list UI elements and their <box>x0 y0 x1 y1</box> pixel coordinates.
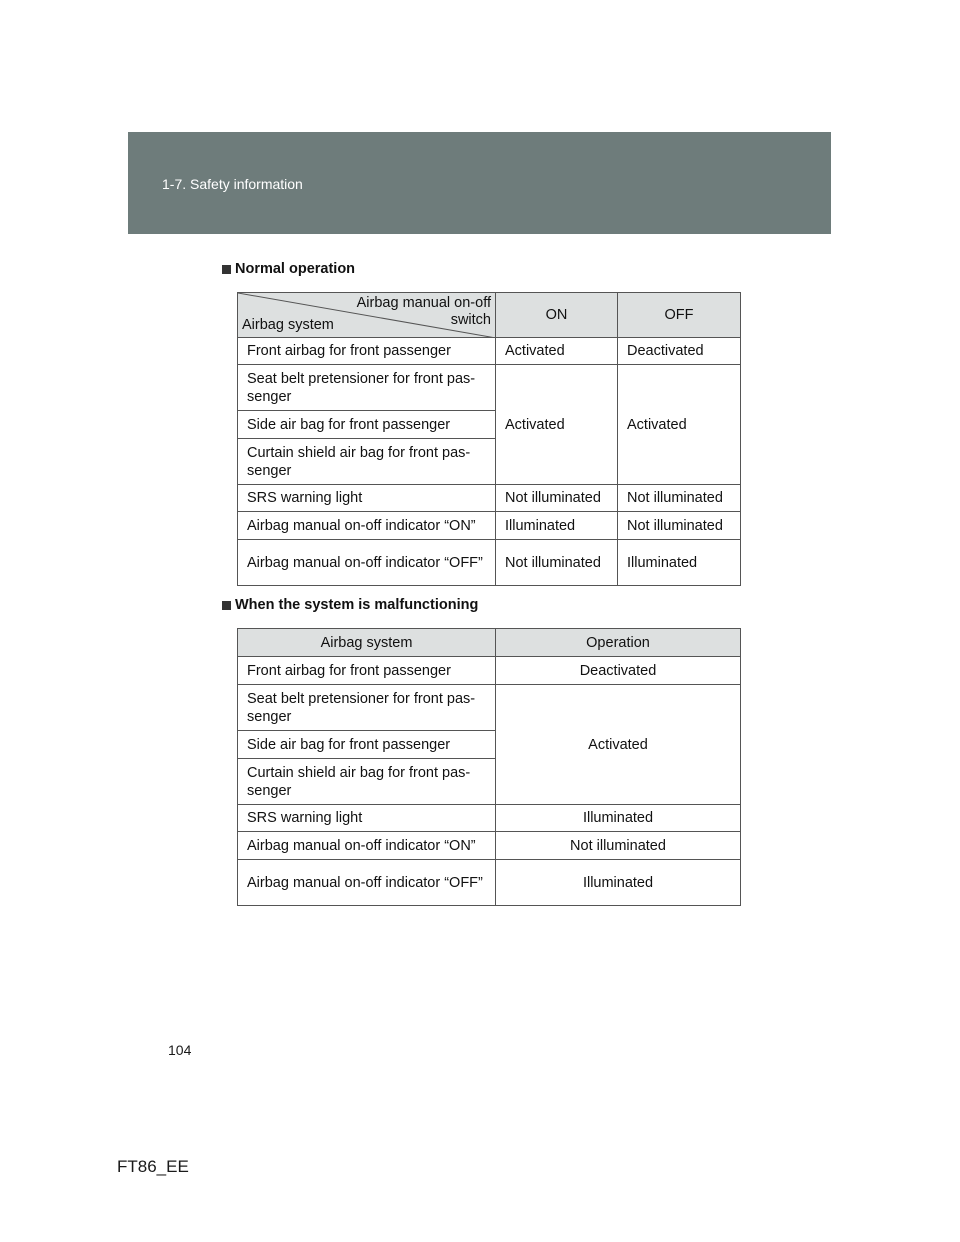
row-label: Airbag manual on-off indicator “ON” <box>238 832 496 860</box>
row-value-off: Deactivated <box>618 338 741 365</box>
table-row <box>238 338 741 365</box>
row-value-off: Not illuminated <box>618 512 741 540</box>
row-value: Not illuminated <box>496 832 741 860</box>
row-value-off: Not illuminated <box>618 485 741 512</box>
merged-value: Activated <box>496 685 741 805</box>
row-label: SRS warning light <box>238 485 496 512</box>
column-header-airbag-system: Airbag system <box>238 629 496 657</box>
table-header-row <box>238 629 741 657</box>
row-value-on: Illuminated <box>496 512 618 540</box>
square-bullet-icon <box>222 265 231 274</box>
malfunction-heading-text: When the system is malfunctioning <box>235 597 479 613</box>
normal-operation-heading <box>222 261 355 277</box>
header-band <box>128 132 831 234</box>
table-row <box>238 832 741 860</box>
section-title: 1-7. Safety information <box>162 176 303 192</box>
normal-operation-table <box>237 292 741 586</box>
row-label: Airbag manual on-off indicator “OFF” <box>238 540 496 586</box>
row-value-on: Not illuminated <box>496 485 618 512</box>
row-value: Deactivated <box>496 657 741 685</box>
corner-top-label: Airbag manual on-off switch <box>356 295 491 328</box>
column-header-on: ON <box>496 293 618 338</box>
row-value-off: Illuminated <box>618 540 741 586</box>
row-label: SRS warning light <box>238 805 496 832</box>
row-label: Curtain shield air bag for front pas-senger <box>238 439 496 485</box>
row-label: Seat belt pretensioner for front pas-senger <box>238 365 496 411</box>
column-header-off: OFF <box>618 293 741 338</box>
model-code: FT86_EE <box>117 1157 189 1176</box>
malfunction-table <box>237 628 741 906</box>
merged-value-off: Activated <box>618 365 741 485</box>
table-header-row <box>238 293 741 338</box>
row-label: Side air bag for front passenger <box>238 411 496 439</box>
row-label: Airbag manual on-off indicator “ON” <box>238 512 496 540</box>
table-row <box>238 512 741 540</box>
row-value-on: Activated <box>496 338 618 365</box>
table-row <box>238 365 741 411</box>
column-header-operation: Operation <box>496 629 741 657</box>
table-row <box>238 805 741 832</box>
row-value: Illuminated <box>496 805 741 832</box>
row-value: Illuminated <box>496 860 741 906</box>
row-label: Side air bag for front passenger <box>238 731 496 759</box>
row-label: Front airbag for front passenger <box>238 657 496 685</box>
malfunction-heading <box>222 597 478 613</box>
normal-operation-heading-text: Normal operation <box>235 261 356 277</box>
table-row <box>238 685 741 731</box>
corner-bottom-label: Airbag system <box>242 317 334 333</box>
row-value-on: Not illuminated <box>496 540 618 586</box>
merged-value-on: Activated <box>496 365 618 485</box>
page-number: 104 <box>168 1042 192 1058</box>
table-row <box>238 860 741 906</box>
table-row <box>238 657 741 685</box>
row-label: Airbag manual on-off indicator “OFF” <box>238 860 496 906</box>
square-bullet-icon <box>222 601 231 610</box>
row-label: Seat belt pretensioner for front pas-senger <box>238 685 496 731</box>
corner-header-cell <box>238 293 496 338</box>
row-label: Curtain shield air bag for front pas-senger <box>238 759 496 805</box>
row-label: Front airbag for front passenger <box>238 338 496 365</box>
table-row <box>238 540 741 586</box>
table-row <box>238 485 741 512</box>
